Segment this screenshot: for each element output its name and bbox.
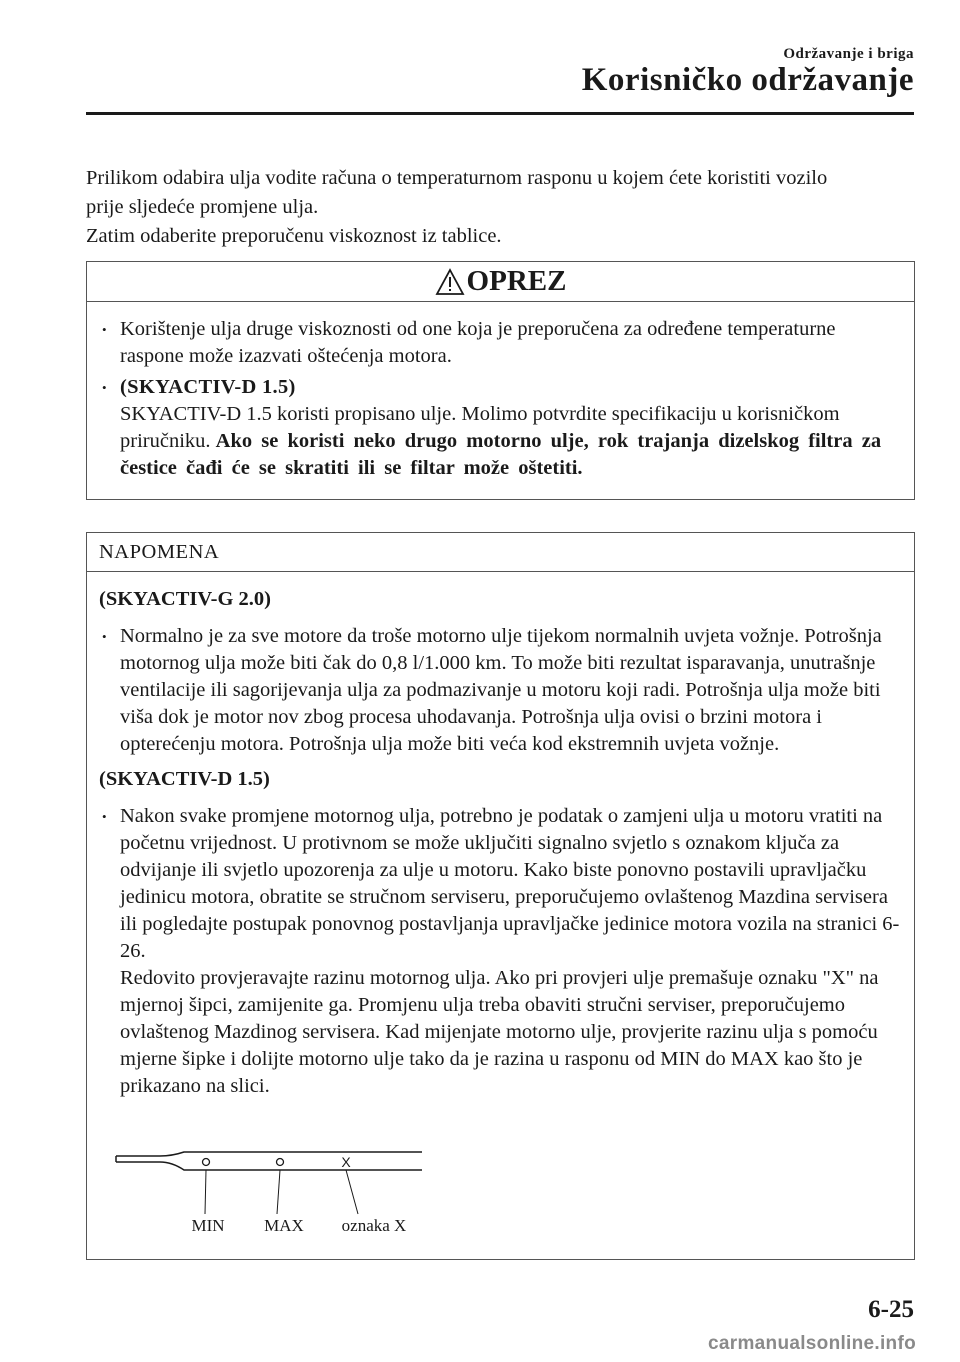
intro-line: prije sljedeće promjene ulja. bbox=[86, 196, 319, 218]
page-title: Korisničko održavanje bbox=[581, 62, 914, 98]
note-body bbox=[87, 572, 914, 1100]
note-bullet-paragraph: • Nakon svake promjene motornog ulja, potrebno je podatak o zamjeni ulja u motoru vratiti na početnu vrijednost. U protivnom se može uključiti signalno svjetlo s oznakom ključa za odvijanje ili svjetlo upozorenja za ulje u motoru. Kako biste ponovno postavili upravljačku jedinicu motora, obratite se stručnom serviseru, preporučujemo ovlaštenog Mazdina servisera ili pogledajte postupak ponovnog postavljanja upravljačke jedinice motora vozila na stranici 6-26. bbox=[120, 805, 900, 962]
note-bullet bbox=[99, 803, 902, 1100]
note-bullet: • Normalno je za sve motore da troše motorno ulje tijekom normalnih uvjeta vožnje. Potrošnja motornog ulja može biti čak do 0,8 l/1.000 km. To može biti rezultat isparavanja, unutrašnje ventilacije ili sagorijevanja ulja za podmazivanje u motoru koji radi. Potrošnja ulja može biti viša dok je motor nov zbog procesa uhodavanja. Potrošnja ulja ovisi o brzini motora i opterećenju motora. Potrošnja ulja može biti veća kod ekstremnih uvjeta vožnje. bbox=[99, 623, 902, 758]
warning-triangle-icon bbox=[435, 268, 465, 296]
dipstick-diagram bbox=[112, 1148, 432, 1238]
caution-title: OPREZ bbox=[466, 265, 567, 297]
min-mark bbox=[203, 1159, 210, 1166]
x-label: oznaka X bbox=[341, 1216, 407, 1235]
caution-header bbox=[87, 262, 914, 302]
watermark: carmanualsonline.info bbox=[708, 1333, 916, 1354]
intro-line: Zatim odaberite preporučenu viskoznost iz tablice. bbox=[86, 225, 502, 247]
x-mark: X bbox=[341, 1154, 351, 1170]
page-number: 6-25 bbox=[868, 1296, 914, 1323]
note-header: NAPOMENA bbox=[87, 533, 914, 572]
dipstick-shape bbox=[116, 1152, 422, 1170]
caution-bullet bbox=[99, 374, 902, 482]
section-header: Održavanje i briga bbox=[783, 46, 914, 62]
intro-line: Prilikom odabira ulja vodite računa o temperaturnom rasponu u kojem ćete koristiti vozilo bbox=[86, 167, 828, 189]
note-subheading: (SKYACTIV-D 1.5) bbox=[99, 768, 270, 790]
caution-bullet-text: SKYACTIV-D 1.5 koristi propisano ulje. Molimo potvrdite specifikaciju u korisničkom priručniku. bbox=[120, 403, 840, 452]
note-subheading: (SKYACTIV-G 2.0) bbox=[99, 588, 271, 610]
min-label: MIN bbox=[191, 1216, 225, 1235]
caution-body bbox=[87, 302, 914, 482]
caution-bullet-heading: • (SKYACTIV-D 1.5) bbox=[120, 376, 296, 398]
header-divider bbox=[86, 112, 914, 115]
intro-paragraph bbox=[86, 164, 914, 251]
max-mark bbox=[277, 1159, 284, 1166]
max-label: MAX bbox=[264, 1216, 304, 1235]
caution-box bbox=[86, 261, 915, 500]
caution-bullet-bold-text: Ako se koristi neko drugo motorno ulje, rok trajanja dizelskog filtra za čestice čađi će se skratiti ili se filtar može oštetiti. bbox=[120, 430, 882, 479]
note-bullet-paragraph: Redovito provjeravajte razinu motornog ulja. Ako pri provjeri ulje premašuje oznaku "X" na mjernoj šipci, zamijenite ga. Promjenu ulja treba obaviti stručni serviser, preporučujemo ovlaštenog Mazdinog servisera. Kad mijenjate motorno ulje, provjerite razinu ulja s pomoću mjerne šipke i dolijte motorno ulje tako da je razina u rasponu od MIN do MAX kao što je prikazano na slici. bbox=[120, 967, 879, 1097]
caution-bullet: • Korištenje ulja druge viskoznosti od one koja je preporučena za određene temperaturne raspone može izazvati oštećenja motora. bbox=[99, 316, 902, 370]
leader-lines bbox=[205, 1170, 358, 1214]
